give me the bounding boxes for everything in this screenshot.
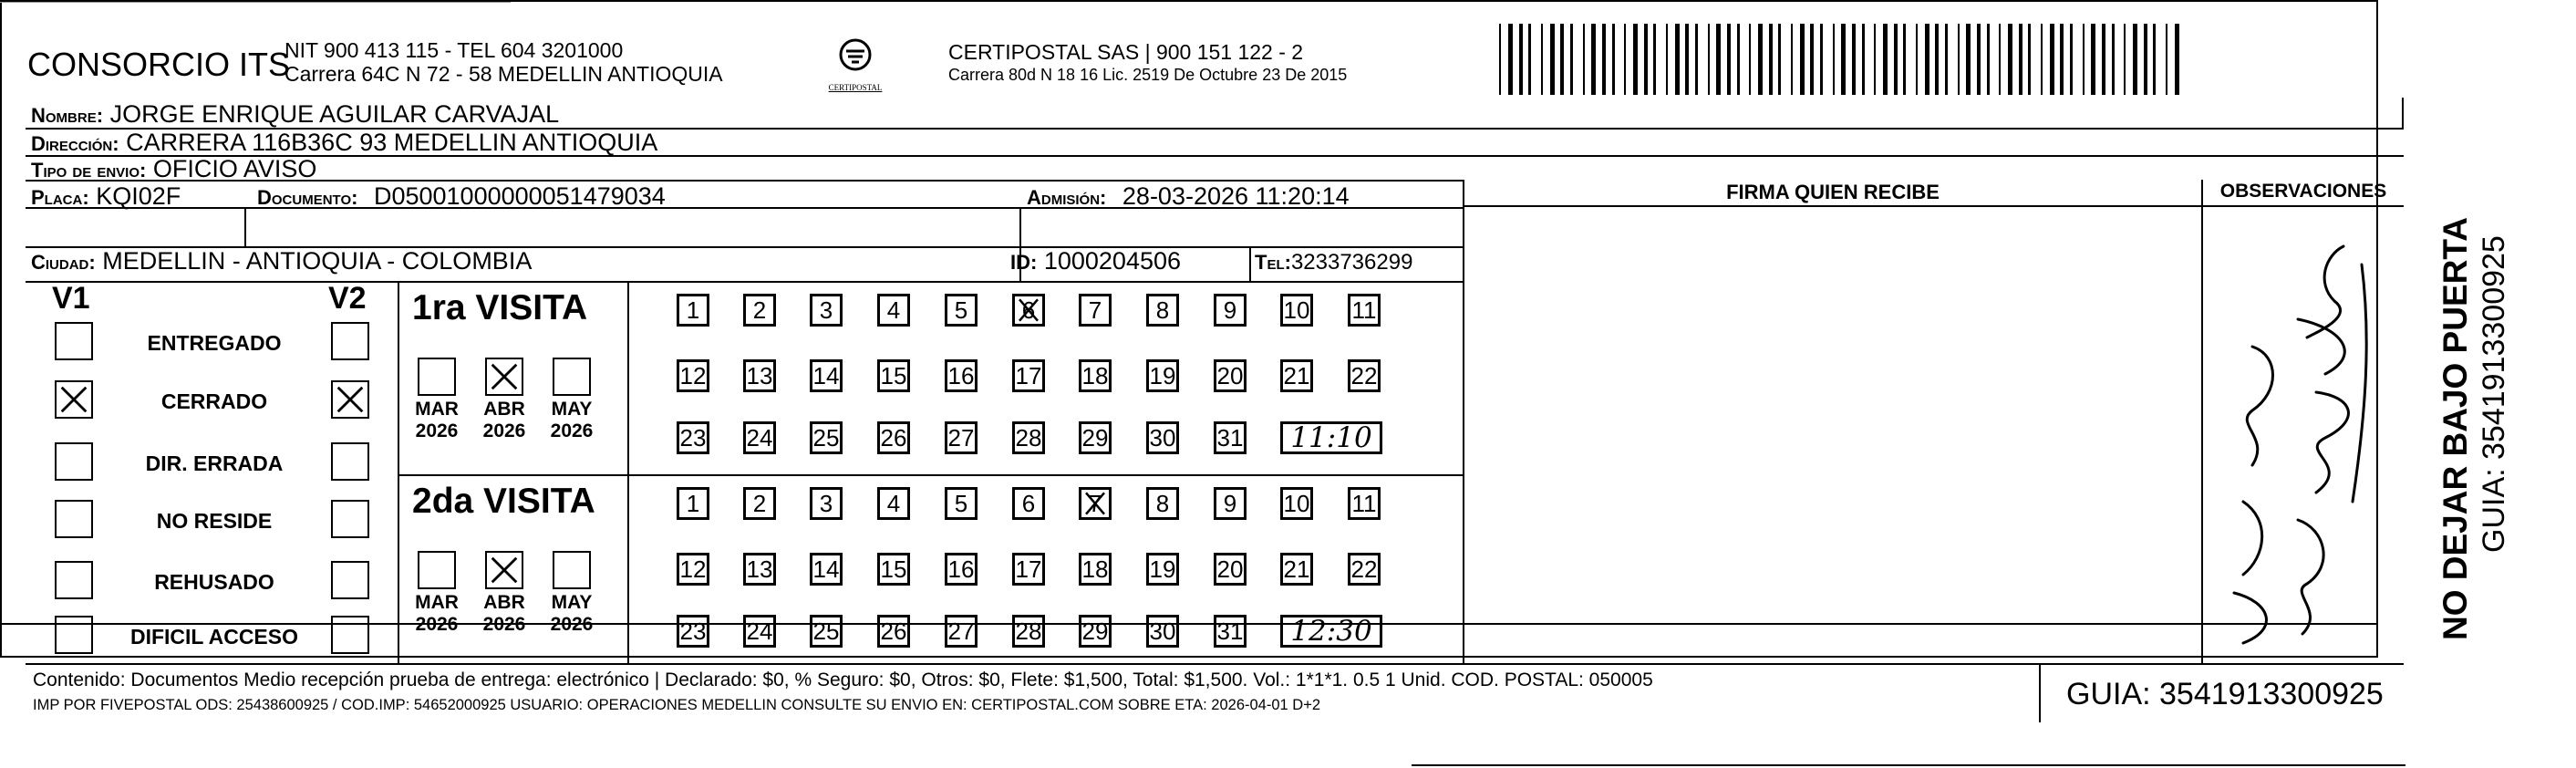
admission: 28-03-2026 11:20:14 — [1122, 182, 1350, 210]
tel-cell — [1255, 250, 1412, 275]
day-box[interactable]: 17 — [1012, 553, 1045, 586]
month-checkbox[interactable] — [418, 551, 456, 589]
address-label: Dirección: — [31, 132, 119, 155]
v1-checkbox[interactable] — [55, 322, 93, 360]
status-label: REHUSADO — [154, 570, 274, 594]
day-box[interactable]: 13 — [743, 553, 776, 586]
day-box[interactable]: 22 — [1348, 359, 1381, 392]
day-box[interactable]: 24 — [743, 615, 776, 648]
side-text-do-not-leave: NO DEJAR BAJO PUERTA — [2436, 217, 2474, 640]
barcode — [1499, 24, 2178, 95]
admission-label: Admisión: — [1027, 186, 1107, 209]
day-box[interactable]: 18 — [1079, 359, 1112, 392]
month-label — [408, 592, 466, 636]
month-label — [543, 592, 601, 636]
day-box[interactable]: 12 — [677, 553, 709, 586]
day-box[interactable]: 3 — [810, 294, 843, 327]
day-box[interactable]: 20 — [1214, 359, 1247, 392]
day-box[interactable]: 16 — [945, 553, 978, 586]
v2-checkbox[interactable] — [331, 616, 369, 654]
observations-handwriting — [2216, 228, 2389, 648]
day-box[interactable]: 31 — [1214, 421, 1247, 454]
day-box[interactable]: 5 — [945, 294, 978, 327]
day-box[interactable]: 13 — [743, 359, 776, 392]
company-line-1: NIT 900 413 115 - TEL 604 3201000 — [284, 38, 624, 62]
month-year: 2026 — [550, 614, 594, 635]
day-box[interactable]: 15 — [877, 359, 910, 392]
footer-guia: GUIA: 3541913300925 — [2066, 677, 2384, 711]
carrier-logo-icon — [824, 35, 886, 78]
v2-checkbox[interactable] — [331, 561, 369, 599]
v2-checkbox[interactable] — [331, 322, 369, 360]
day-box[interactable]: 21 — [1280, 359, 1313, 392]
day-box[interactable]: 12 — [677, 359, 709, 392]
status-label: NO RESIDE — [156, 509, 273, 533]
ship-type-label: Tipo de envio: — [31, 159, 147, 182]
document-label: Documento: — [257, 186, 358, 209]
tel: 3233736299 — [1290, 250, 1413, 275]
plate: KQI02F — [96, 182, 181, 210]
month-name: ABR — [483, 592, 525, 613]
footer-imp: IMP POR FIVEPOSTAL ODS: 25438600925 / COD.IMP: 54652000925 USUARIO: OPERACIONES MEDELLIN CONSULTE SU ENVIO EN: CERTIPOSTAL.COM SOBRE ETA: 2026-04-01 D+2 — [33, 697, 1321, 713]
day-box[interactable]: 27 — [945, 421, 978, 454]
day-box[interactable]: 16 — [945, 359, 978, 392]
v1-header: V1 — [52, 281, 90, 316]
visit-time: 11:10 — [1280, 421, 1382, 454]
day-box[interactable]: 29 — [1079, 615, 1112, 648]
observations-header: OBSERVACIONES — [2219, 181, 2387, 202]
month-name: MAR — [415, 399, 459, 420]
day-box[interactable]: 9 — [1214, 487, 1247, 520]
ship-type: OFICIO AVISO — [152, 155, 317, 182]
document: D05001000000051479034 — [373, 182, 666, 210]
day-box[interactable]: 23 — [677, 615, 709, 648]
v1-checkbox[interactable] — [55, 500, 93, 538]
day-box[interactable]: 31 — [1214, 615, 1247, 648]
day-box[interactable]: 5 — [945, 487, 978, 520]
v1-checkbox[interactable] — [55, 380, 93, 419]
month-label — [475, 592, 533, 636]
month-year: 2026 — [550, 420, 594, 441]
city: MEDELLIN - ANTIOQUIA - COLOMBIA — [102, 247, 533, 275]
v2-checkbox[interactable] — [331, 380, 369, 419]
month-year: 2026 — [482, 614, 526, 635]
carrier-line-2: Carrera 80d N 18 16 Lic. 2519 De Octubre 23 De 2015 — [948, 66, 1348, 84]
month-year: 2026 — [415, 614, 459, 635]
day-box[interactable]: 9 — [1214, 294, 1247, 327]
day-box[interactable]: 6 — [1012, 294, 1045, 327]
day-box[interactable]: 7 — [1079, 294, 1112, 327]
document-cell — [257, 182, 666, 211]
day-box[interactable]: 10 — [1280, 487, 1313, 520]
day-box[interactable]: 11 — [1348, 487, 1381, 520]
id-label: ID: — [1010, 251, 1038, 274]
visit-time: 12:30 — [1280, 615, 1382, 648]
month-year: 2026 — [415, 420, 459, 441]
month-checkbox[interactable] — [418, 358, 456, 396]
day-box[interactable]: 27 — [945, 615, 978, 648]
signature-header: FIRMA QUIEN RECIBE — [1726, 181, 1940, 203]
status-label: ENTREGADO — [147, 331, 282, 355]
admission-cell — [1027, 182, 1350, 211]
status-label: DIR. ERRADA — [145, 451, 284, 475]
carrier-logo — [824, 35, 886, 91]
day-box[interactable]: 25 — [810, 615, 843, 648]
day-box[interactable]: 4 — [877, 294, 910, 327]
v2-checkbox[interactable] — [331, 500, 369, 538]
signature-area[interactable] — [1464, 207, 2201, 663]
day-box[interactable]: 18 — [1079, 553, 1112, 586]
month-label — [475, 399, 533, 442]
day-box[interactable]: 2 — [743, 487, 776, 520]
v2-checkbox[interactable] — [331, 442, 369, 481]
day-box[interactable]: 14 — [810, 553, 843, 586]
day-box[interactable]: 28 — [1012, 615, 1045, 648]
month-name: ABR — [483, 399, 525, 420]
day-box[interactable]: 25 — [810, 421, 843, 454]
city-cell — [31, 247, 532, 275]
day-box[interactable]: 17 — [1012, 359, 1045, 392]
v1-checkbox[interactable] — [55, 616, 93, 654]
day-box[interactable]: 19 — [1146, 553, 1179, 586]
month-checkbox[interactable] — [485, 358, 523, 396]
day-box[interactable]: 10 — [1280, 294, 1313, 327]
month-name: MAY — [551, 592, 593, 613]
day-box[interactable]: 28 — [1012, 421, 1045, 454]
day-box[interactable]: 3 — [810, 487, 843, 520]
day-box[interactable]: 1 — [677, 487, 709, 520]
day-box[interactable]: 26 — [877, 421, 910, 454]
day-box[interactable]: 19 — [1146, 359, 1179, 392]
month-checkbox[interactable] — [553, 358, 591, 396]
visit-title: 2da VISITA — [412, 482, 595, 521]
day-box[interactable]: 23 — [677, 421, 709, 454]
id-cell — [1010, 247, 1181, 275]
day-box[interactable]: 22 — [1348, 553, 1381, 586]
day-box[interactable]: 26 — [877, 615, 910, 648]
recipient-address: CARRERA 116B36C 93 MEDELLIN ANTIOQUIA — [126, 129, 658, 156]
day-box[interactable]: 20 — [1214, 553, 1247, 586]
city-label: Ciudad: — [31, 251, 96, 274]
month-checkbox[interactable] — [553, 551, 591, 589]
day-box[interactable]: 24 — [743, 421, 776, 454]
day-box[interactable]: 8 — [1146, 294, 1179, 327]
day-box[interactable]: 6 — [1012, 487, 1045, 520]
carrier-line-1: CERTIPOSTAL SAS | 900 151 122 - 2 — [948, 40, 1304, 64]
month-name: MAR — [415, 592, 459, 613]
recipient-name: JORGE ENRIQUE AGUILAR CARVAJAL — [109, 100, 560, 128]
visit-title: 1ra VISITA — [412, 288, 588, 327]
id-value: 1000204506 — [1043, 247, 1182, 275]
status-label: DIFICIL ACCESO — [129, 625, 298, 649]
day-box[interactable]: 14 — [810, 359, 843, 392]
side-text-guia: GUIA: 3541913300925 — [2477, 235, 2511, 553]
day-box[interactable]: 21 — [1280, 553, 1313, 586]
tel-label: Tel: — [1255, 251, 1291, 274]
month-name: MAY — [551, 399, 593, 420]
v1-checkbox[interactable] — [55, 442, 93, 481]
company-name: CONSORCIO ITS — [27, 46, 291, 83]
day-box[interactable]: 11 — [1348, 294, 1381, 327]
day-box[interactable]: 15 — [877, 553, 910, 586]
company-line-2: Carrera 64C N 72 - 58 MEDELLIN ANTIOQUIA — [284, 62, 723, 86]
month-label — [543, 399, 601, 442]
month-label — [408, 399, 466, 442]
plate-cell — [31, 182, 181, 211]
v1-checkbox[interactable] — [55, 561, 93, 599]
footer-contents: Contenido: Documentos Medio recepción prueba de entrega: electrónico | Declarado: $0, % Seguro: $0, Otros: $0, Flete: $1,500, Total: $1,500. Vol.: 1*1*1. 0.5 1 Unid. COD. POSTAL: 050005 — [33, 669, 1653, 690]
day-box[interactable]: 4 — [877, 487, 910, 520]
day-box[interactable]: 30 — [1146, 421, 1179, 454]
month-year: 2026 — [482, 420, 526, 441]
status-label: CERRADO — [160, 389, 268, 413]
day-box[interactable]: 30 — [1146, 615, 1179, 648]
day-box[interactable]: 8 — [1146, 487, 1179, 520]
carrier-logo-text: CERTIPOSTAL — [828, 83, 883, 92]
v2-header: V2 — [328, 281, 367, 316]
day-box[interactable]: 29 — [1079, 421, 1112, 454]
day-box[interactable]: 1 — [677, 294, 709, 327]
month-checkbox[interactable] — [485, 551, 523, 589]
name-row — [31, 100, 559, 129]
ship-type-row — [31, 155, 316, 183]
day-box[interactable]: 2 — [743, 294, 776, 327]
address-row — [31, 129, 657, 157]
day-box[interactable]: 7 — [1079, 487, 1112, 520]
plate-label: Placa: — [31, 186, 89, 209]
name-label: Nombre: — [31, 104, 104, 127]
